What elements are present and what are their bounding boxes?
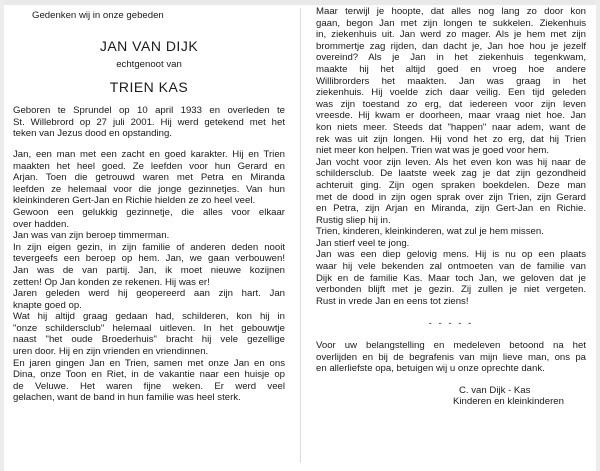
text-line: leefden ze helemaal voor die jonge gezinnetjes. Van hun — [13, 183, 285, 195]
text-line: verbonden blijft met je gezin. Zij zullen je niet vergeten. — [316, 284, 586, 296]
text-line: en allerliefste opa, betuigen wij u onze oprechte dank. — [316, 363, 545, 375]
birth-death-paragraph — [13, 105, 285, 140]
text-line: waar hij vele bekenden zal ontmoeten van de familie van — [316, 261, 586, 273]
text-line: Trien, kinderen, kleinkinderen, wat zul je hem missen. — [316, 226, 544, 238]
text-line: gaan, begon Jan met zijn longen te sukkelen. Ziekenhuis — [316, 17, 586, 29]
text-line: gelachen, want de band in hun familie was heel sterk. — [13, 392, 241, 404]
text-line: schildersclub. De laatste week zag je dat zijn gezondheid — [316, 168, 586, 180]
text-line: Dina, onze Toon en Riet, in de vakantie naar een huisje op — [13, 369, 285, 381]
signature-family: Kinderen en kleinkinderen — [453, 396, 564, 408]
text-line: knapte goed op. — [13, 299, 82, 311]
text-line: Jan was de van partij. Jan, ik moet nieuwe kozijnen — [13, 264, 285, 276]
signature-name: C. van Dijk - Kas — [459, 384, 531, 396]
text-line: En jaren gingen Jan en Trien, samen met onze Jan en ons — [13, 357, 285, 369]
text-line: Jan vocht voor zijn leven. Als het even kon was hij naar de — [316, 156, 586, 168]
left-edge — [0, 0, 4, 471]
text-line: Jan stierf veel te jong. — [316, 237, 410, 249]
deceased-name: JAN VAN DIJK — [99, 37, 199, 54]
life-story-left — [13, 149, 285, 404]
text-line: Willibrorders het maakten. Jan was graag in het — [316, 75, 586, 87]
text-line: "onze schildersclub" helemaal uitleven. In het gebouwtje — [13, 322, 285, 334]
spouse-label: echtgenoot van — [116, 58, 182, 70]
text-line: Rust in vrede Jan en eens tot ziens! — [316, 295, 469, 307]
text-line: Dijk en de familie Kas. Maar toch Jan, we geloven dat je — [316, 272, 586, 284]
text-line: kon niets meer. Steeds dat "happen" naar adem, want de — [316, 121, 586, 133]
text-line: en Petra, zijn Arjan en Miranda, zijn Gert-Jan en Richie. — [316, 203, 586, 215]
left-page — [13, 6, 285, 404]
text-line: teken van Jezus dood en opstanding. — [13, 128, 172, 140]
text-line: Arjan. Toen die getrouwd waren met Petra en Miranda — [13, 172, 285, 184]
text-line: uren door. Hij en zijn vrienden en vriendinnen. — [13, 346, 209, 358]
text-line: maakten het heel goed. Ze leefden voor hun Gerard en — [13, 160, 285, 172]
text-line: over hadden. — [13, 218, 70, 230]
signature-block — [316, 385, 586, 408]
text-line: rek was uit zijn longen. Hij vond het zo erg, dat hij Trien — [316, 133, 586, 145]
center-fold — [300, 8, 301, 463]
text-line: niet meer kon helpen. Trien wat was je goed voor hem. — [316, 145, 550, 157]
text-line: overeind? Als je Jan in het ziekenhuis tegenkwam, — [316, 52, 586, 64]
intro-text: Gedenken wij in onze gebeden — [32, 10, 164, 21]
right-edge — [596, 0, 600, 471]
text-line: maakte hij het altijd goed en vroeg hoe andere — [316, 63, 586, 75]
text-line: de Veluwe. Het waren fijne weken. Er werd veel — [13, 380, 285, 392]
text-line: zetten! Op Jan konden ze rekenen. Hij was er! — [13, 276, 210, 288]
spouse-name: TRIEN KAS — [109, 79, 189, 96]
text-line: vreesde. Hij kwam er doorheen, maar vraag niet hoe. Jan — [316, 110, 586, 122]
text-line: Jaren geleden werd hij geopereerd aan zijn hart. Jan — [13, 288, 285, 300]
text-line: Wat hij altijd graag gedaan had, schilderen, kon hij in — [13, 311, 285, 323]
section-divider: - - - - - — [428, 318, 474, 330]
text-line: kleinkinderen Gert-Jan en Richie hielden ze zo heel veel. — [13, 195, 256, 207]
right-page — [316, 6, 586, 408]
text-line: ziekenhuis. Hij voelde zich daar veilig. Een tijd geleden — [316, 87, 586, 99]
text-line: Voor uw belangstelling en medeleven betoond na het — [316, 340, 586, 352]
text-line: Jan, een man met een zacht en goed karakter. Hij en Trien — [13, 148, 285, 160]
text-line: Rustig sliep hij in. — [316, 214, 391, 226]
top-edge — [0, 0, 600, 5]
text-line: was zijn toestand zo erg, dat iedereen voor zijn leven — [316, 98, 586, 110]
text-line: met de dood in zijn ogen sprak over zijn Trien, zijn Gerard — [316, 191, 586, 203]
text-line: naast "het oude Broederhuis" bracht hij vele gezellige — [13, 334, 285, 346]
text-line: St. Willebrord op 27 juli 2001. Hij werd getekend met het — [13, 116, 285, 128]
text-line: Gewoon een gelukkig gezinnetje, die alles voor elkaar — [13, 206, 285, 218]
text-line: In zijn eigen gezin, in zijn familie of anderen deden nooit — [13, 241, 285, 253]
text-line: Jan was van zijn beroep timmerman. — [13, 230, 170, 242]
text-line: tevergeefs een beroep op hem. Jan, we gaan verbouwen! — [13, 253, 285, 265]
text-line: achteruit ging. Zijn ogen spraken boekdelen. Deze man — [316, 179, 586, 191]
life-story-right — [316, 6, 586, 307]
text-line: overlijden en bij de begrafenis van mijn lieve man, ons pa — [316, 351, 586, 363]
text-line: Jan was een diep gelovig mens. Hij is nu op een plaats — [316, 249, 586, 261]
thanks-paragraph — [316, 340, 586, 375]
text-line: Maar terwijl je hoopte, dat alles nog lang zo door kon — [316, 6, 586, 17]
text-line: Geboren te Sprundel op 10 april 1933 en overleden te — [13, 105, 285, 117]
text-line: in, ziekenhuis uit. Jan werd zo mager. Als je hem met zijn — [316, 29, 586, 41]
text-line: brommertje zag rijden, dan dacht je, Jan hoe hou je jezelf — [316, 40, 586, 52]
